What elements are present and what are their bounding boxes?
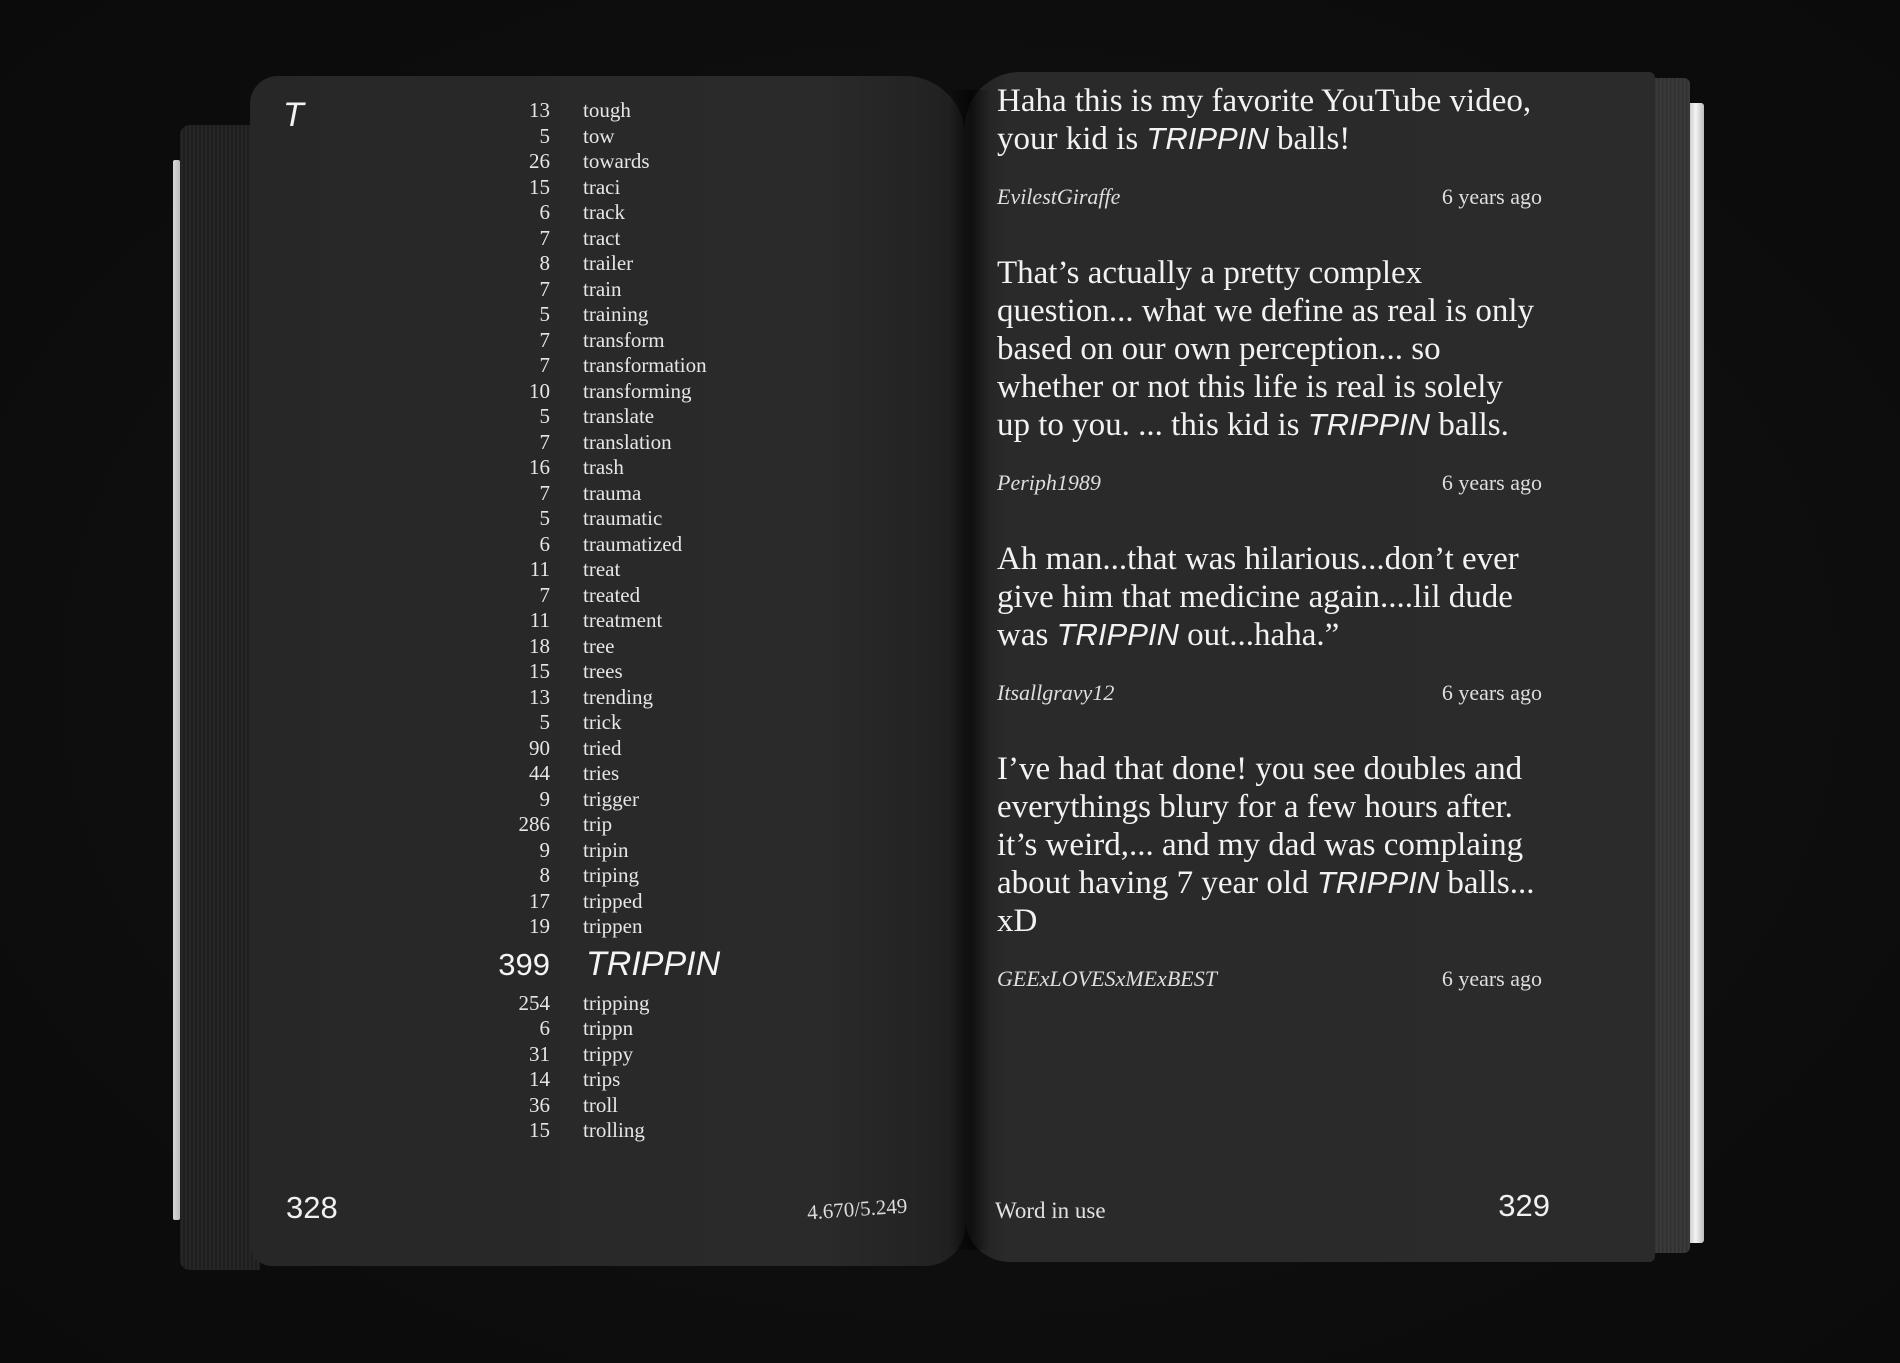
- word-count: 14: [529, 1067, 550, 1091]
- word-count: 13: [529, 98, 550, 122]
- word-count: 13: [529, 684, 550, 709]
- word-row: [250, 149, 950, 175]
- word-count: 5: [539, 506, 550, 530]
- word-count: 8: [539, 251, 550, 275]
- word-count: 7: [539, 276, 550, 301]
- word-count: 7: [539, 582, 550, 607]
- word-row: [250, 634, 950, 660]
- word-count: 17: [529, 888, 550, 913]
- word-row: [250, 430, 950, 456]
- comment-meta: [997, 966, 1542, 996]
- word-entry: trips: [583, 1067, 621, 1091]
- word-count: 8: [539, 863, 550, 887]
- word-entry: troll: [583, 1092, 618, 1117]
- comment-time: 6 years ago: [1441, 680, 1542, 705]
- word-count: 90: [529, 735, 550, 760]
- word-count: 9: [539, 786, 550, 811]
- word-row: [250, 1067, 950, 1093]
- word-row: [250, 175, 950, 201]
- open-book: [180, 70, 1720, 1280]
- word-row: [250, 226, 950, 252]
- word-count: 7: [539, 480, 550, 505]
- comment-text-segment: out...haha.”: [1178, 617, 1340, 653]
- comment-text-segment: Haha this is my favorite YouTube video, your kid is: [997, 83, 1532, 157]
- word-row: [250, 379, 950, 405]
- highlighted-term: TRIPPIN: [1316, 865, 1440, 900]
- word-row: [250, 838, 950, 864]
- word-row: [250, 302, 950, 328]
- word-count: 9: [539, 837, 550, 862]
- comment-meta: [997, 470, 1542, 500]
- word-row: [250, 812, 950, 838]
- comment-text-segment: I’ve had that done! you see doubles and everythings blury for a few hours after. it’s weird,... and my dad was complaing about having 7 year old: [997, 751, 1524, 901]
- word-count: 7: [539, 327, 550, 352]
- word-row: [250, 1118, 950, 1144]
- comment-text-segment: That’s actually a pretty complex question... what we define as real is only based on our own perception... so whether or not this life is real is solely up to you. ... this kid is: [997, 255, 1535, 443]
- word-entry: translation: [583, 429, 672, 454]
- word-entry: trippn: [583, 1016, 634, 1040]
- word-count: 5: [539, 123, 550, 148]
- word-entry: transformation: [583, 353, 707, 377]
- comment-meta: [997, 184, 1542, 214]
- book-gutter-shadow: [950, 90, 990, 1250]
- left-page-block-edge: [180, 125, 260, 1270]
- comment: [997, 540, 1542, 710]
- comment-author: Periph1989: [997, 470, 1101, 495]
- word-row: [250, 481, 950, 507]
- word-row: [250, 328, 950, 354]
- comment-time: 6 years ago: [1441, 470, 1542, 495]
- word-count: 31: [529, 1041, 550, 1066]
- word-entry: tries: [583, 761, 620, 785]
- highlighted-term: TRIPPIN: [1056, 617, 1179, 652]
- comment: [997, 750, 1542, 996]
- word-row: [250, 710, 950, 736]
- word-row: [250, 251, 950, 277]
- word-entry: treatment: [583, 608, 663, 632]
- word-entry: traumatized: [583, 531, 683, 556]
- word-entry: treat: [583, 557, 621, 581]
- word-row: [250, 889, 950, 915]
- comment-meta: [997, 680, 1542, 710]
- comment-text: [997, 254, 1542, 444]
- word-count: 5: [539, 302, 550, 326]
- word-entry: trees: [583, 659, 623, 683]
- comment-text-segment: Ah man...that was hilarious...don’t ever give him that medicine again....lil dude was: [997, 541, 1519, 653]
- left-page: [250, 76, 965, 1266]
- word-count: 15: [529, 1118, 550, 1142]
- word-row: [250, 608, 950, 634]
- comment-author: EvilestGiraffe: [997, 184, 1121, 209]
- word-row: [250, 1093, 950, 1119]
- word-entry: tripping: [583, 990, 650, 1015]
- word-entry: trauma: [583, 480, 642, 505]
- right-page-footer-label: Word in use: [995, 1198, 1106, 1223]
- word-entry: tripin: [583, 837, 629, 862]
- word-count: 6: [539, 1016, 550, 1040]
- word-count: 26: [529, 149, 550, 173]
- word-entry: trippy: [583, 1041, 634, 1066]
- comment: [997, 254, 1542, 500]
- word-row: [250, 685, 950, 711]
- word-row: [250, 787, 950, 813]
- word-entry: traci: [583, 174, 621, 199]
- word-row: [250, 404, 950, 430]
- highlighted-term: TRIPPIN: [1146, 121, 1269, 156]
- word-entry: tough: [583, 98, 631, 122]
- word-entry: triping: [583, 863, 639, 887]
- word-count: 18: [529, 633, 550, 658]
- word-entry: trippen: [583, 914, 643, 938]
- word-entry: tow: [583, 123, 615, 148]
- word-row: [250, 863, 950, 889]
- word-row: [250, 124, 950, 150]
- word-entry: treated: [583, 582, 641, 607]
- word-count: 16: [529, 455, 550, 479]
- right-page: [965, 72, 1655, 1262]
- word-entry: trip: [583, 812, 613, 836]
- word-entry: track: [583, 200, 625, 224]
- comment-text: [997, 82, 1542, 158]
- highlighted-term: TRIPPIN: [1307, 407, 1431, 442]
- word-count: 7: [539, 353, 550, 377]
- word-entry: tract: [583, 225, 621, 250]
- comment-time: 6 years ago: [1441, 966, 1542, 991]
- word-count: 15: [529, 174, 550, 199]
- word-entry: tripped: [583, 888, 643, 913]
- word-row: [250, 659, 950, 685]
- comment-text-segment: balls!: [1268, 121, 1351, 157]
- word-entry: trigger: [583, 786, 639, 811]
- word-count: 6: [539, 531, 550, 556]
- comment-text-segment: balls... xD: [997, 865, 1535, 939]
- word-row: [250, 353, 950, 379]
- word-entry: trolling: [583, 1118, 645, 1142]
- word-entry: translate: [583, 404, 655, 428]
- word-count: 5: [539, 710, 550, 734]
- section-letter: T: [283, 96, 304, 134]
- word-row: [250, 98, 950, 124]
- word-entry: tree: [583, 633, 615, 658]
- comment-text: [997, 540, 1542, 654]
- comments-list: [997, 82, 1542, 1036]
- word-row: [250, 736, 950, 762]
- word-row: [250, 200, 950, 226]
- word-entry: transforming: [583, 378, 692, 403]
- word-row: [250, 532, 950, 558]
- highlight-word-row: [250, 938, 950, 991]
- word-count: 10: [529, 378, 550, 403]
- word-row: [250, 914, 950, 940]
- comment: [997, 82, 1542, 214]
- highlight-word: TRIPPIN: [586, 944, 721, 983]
- word-row: [250, 761, 950, 787]
- comment-text-segment: balls.: [1430, 407, 1509, 443]
- left-page-number: 328: [286, 1190, 338, 1225]
- comment-author: GEExLOVESxMExBEST: [997, 966, 1217, 991]
- word-row: [250, 455, 950, 481]
- word-row: [250, 1016, 950, 1042]
- ratio-annotation: 4.670/5.249: [805, 1193, 908, 1225]
- word-row: [250, 583, 950, 609]
- word-entry: towards: [583, 149, 650, 173]
- word-entry: transform: [583, 327, 665, 352]
- word-count: 36: [529, 1092, 550, 1117]
- word-count: 11: [529, 557, 550, 581]
- word-entry: trash: [583, 455, 624, 479]
- word-row: [250, 991, 950, 1017]
- word-entry: tried: [583, 735, 622, 760]
- comment-text: [997, 750, 1542, 940]
- highlight-word-count: 399: [498, 946, 550, 982]
- comment-time: 6 years ago: [1441, 184, 1542, 209]
- word-frequency-list: [250, 98, 950, 1144]
- word-count: 6: [539, 200, 550, 224]
- word-entry: traumatic: [583, 506, 663, 530]
- right-page-number: 329: [1498, 1188, 1550, 1223]
- word-count: 44: [529, 761, 550, 785]
- comment-author: Itsallgravy12: [997, 680, 1115, 705]
- word-entry: trick: [583, 710, 622, 734]
- word-entry: training: [583, 302, 649, 326]
- word-row: [250, 1042, 950, 1068]
- word-entry: trailer: [583, 251, 634, 275]
- word-count: 286: [518, 812, 550, 836]
- word-row: [250, 277, 950, 303]
- word-entry: train: [583, 276, 622, 301]
- word-count: 5: [539, 404, 550, 428]
- word-count: 7: [539, 225, 550, 250]
- word-count: 19: [529, 914, 550, 938]
- word-row: [250, 506, 950, 532]
- word-count: 7: [539, 429, 550, 454]
- word-row: [250, 557, 950, 583]
- word-count: 254: [518, 990, 550, 1015]
- word-entry: trending: [583, 684, 653, 709]
- word-count: 11: [529, 608, 550, 632]
- word-count: 15: [529, 659, 550, 683]
